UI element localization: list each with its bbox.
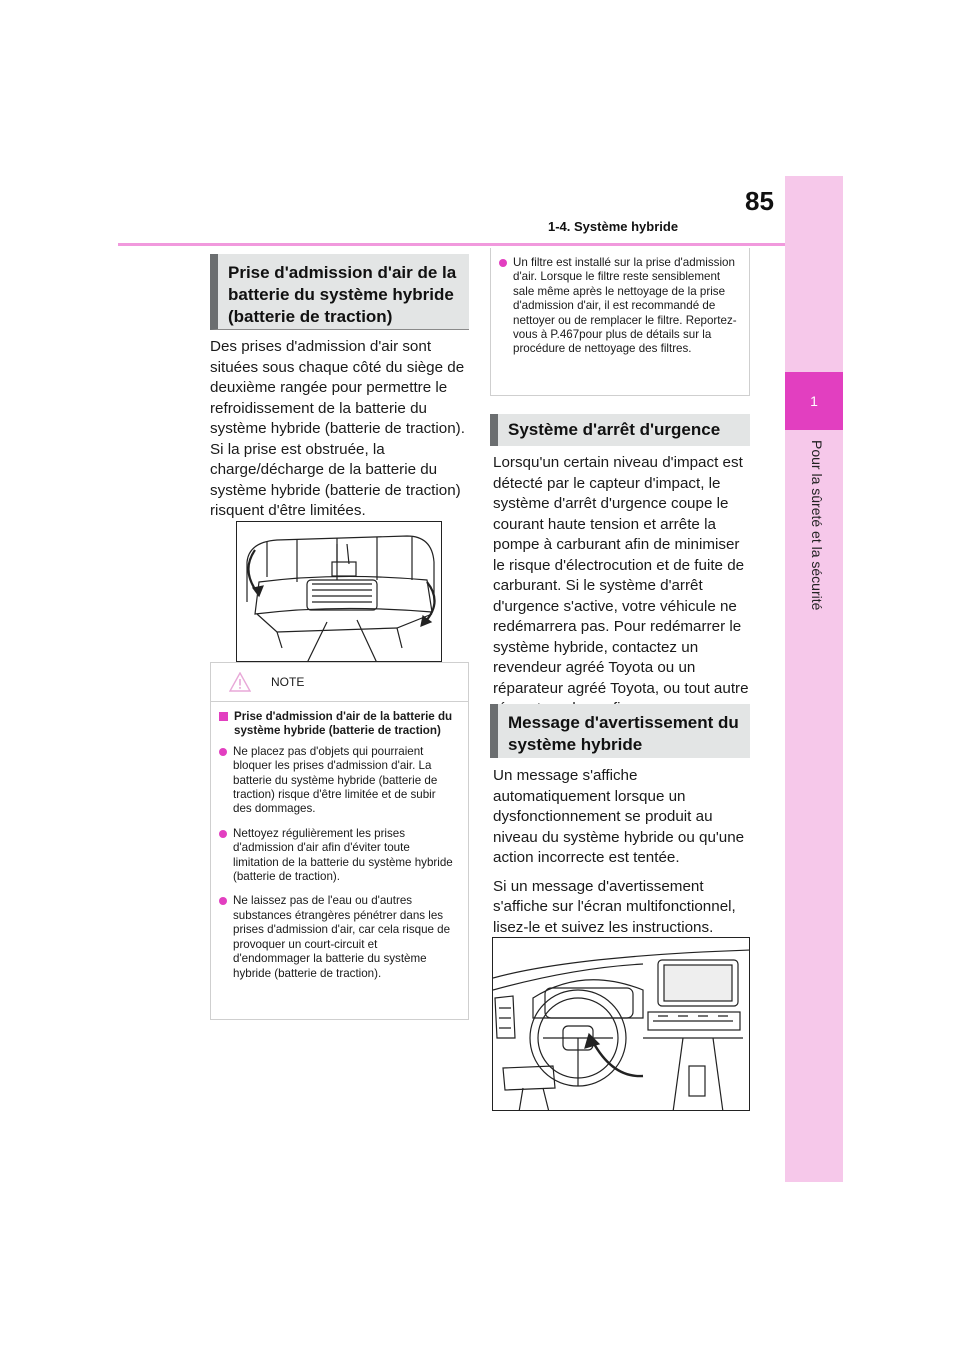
section-title: 1-4. Système hybride bbox=[548, 219, 679, 234]
section-heading-air-intake bbox=[210, 254, 469, 330]
chapter-title-text: Pour la sûreté et la sécurité bbox=[809, 440, 825, 611]
header-rule bbox=[118, 243, 785, 246]
emergency-heading-text: Système d'arrêt d'urgence bbox=[508, 420, 721, 439]
square-bullet-icon bbox=[219, 712, 228, 721]
note-title bbox=[219, 710, 456, 739]
air-intake-paragraph: Des prises d'admission d'air sont situées sous chaque côté du siège de deuxième rangée pour permettre le refroidissement de la batterie du système hybride (batterie de traction). Si la prise est obstruée, la charge/décharge de la batterie du système hybride (batterie de traction) risquent d'être limitées. bbox=[210, 338, 465, 519]
air-intake-heading-text: Prise d'admission d'air de la batterie du système hybride (batterie de traction) bbox=[228, 263, 457, 326]
dashboard-drawing bbox=[493, 938, 750, 1111]
note-bullet-text: Ne placez pas d'objets qui pourraient bloquer les prises d'admission d'air. La batterie du système hybride (batterie de traction) risque d'être limitée et de subir des dommages. bbox=[233, 744, 438, 816]
bullet-dot-icon bbox=[499, 259, 507, 267]
section-heading-warning bbox=[490, 704, 750, 758]
note-title-text: Prise d'admission d'air de la batterie du système hybride (batterie de traction) bbox=[234, 710, 453, 738]
bullet-dot-icon bbox=[219, 897, 227, 905]
note-bullet bbox=[219, 745, 456, 817]
warning-heading-text: Message d'avertissement du système hybride bbox=[508, 713, 739, 754]
rear-seat-illustration bbox=[236, 521, 442, 662]
warning-paragraph-2: Si un message d'avertissement s'affiche sur l'écran multifonctionnel, lisez-le et suivez les instructions. bbox=[493, 877, 736, 936]
emergency-paragraph: Lorsqu'un certain niveau d'impact est détecté par le capteur d'impact, le système d'arrêt d'urgence coupe le courant haute tension et arrête la pompe à carburant afin de minimiser le risque d'électrocution et de fuite de carburant. Si le système d'arrêt d'urgence s'active, votre véhicule ne redémarrera pas. Pour redémarrer le système hybride, contactez un revendeur agréé Toyota ou un réparateur agréé Toyota, ou tout autre bbox=[493, 454, 749, 697]
dashboard-illustration bbox=[492, 937, 750, 1111]
warning-triangle-icon bbox=[229, 672, 251, 692]
chapter-number-tab[interactable]: 1 bbox=[785, 372, 843, 430]
note-bullet bbox=[219, 827, 456, 885]
warning-paragraph-1: Un message s'affiche automatiquement lorsque un dysfonctionnement se produit au niveau du système hybride ou qu'une action incorrecte est tentée. bbox=[493, 767, 745, 866]
filter-bullet bbox=[499, 256, 739, 357]
note-bullet-text: Ne laissez pas de l'eau ou d'autres substances étrangères pénétrer dans les prises d'admission d'air, car cela risque de provoquer un court-circuit et d'endommager la batterie du système hybride (batterie de traction). bbox=[233, 894, 451, 980]
note-box bbox=[210, 662, 469, 1020]
chapter-title-vertical bbox=[803, 440, 827, 740]
emergency-body bbox=[493, 453, 749, 728]
note-body bbox=[211, 702, 468, 981]
air-intake-body bbox=[210, 337, 468, 530]
note-bullet bbox=[219, 894, 456, 980]
note-header bbox=[211, 663, 468, 702]
note-bullet-text: Nettoyez régulièrement les prises d'admission d'air afin d'éviter toute limitation de la batterie du système hybride (batterie de traction). bbox=[233, 826, 453, 884]
filter-info-box bbox=[490, 248, 750, 396]
seat-drawing bbox=[237, 522, 442, 662]
bullet-dot-icon bbox=[219, 748, 227, 756]
page-number: 85 bbox=[745, 186, 774, 216]
section-heading-emergency bbox=[490, 414, 750, 446]
filter-bullet-text: Un filtre est installé sur la prise d'admission d'air. Lorsque le filtre reste sensiblement sale même après le nettoyage de la prise d'admission d'air, il est recommandé de nettoyer ou de remplacer le filtre. Reportez-vous à P.467pour plus de détails sur la procédure de nettoyage des filtres. bbox=[513, 256, 737, 356]
note-label: NOTE bbox=[271, 675, 305, 689]
bullet-dot-icon bbox=[219, 830, 227, 838]
